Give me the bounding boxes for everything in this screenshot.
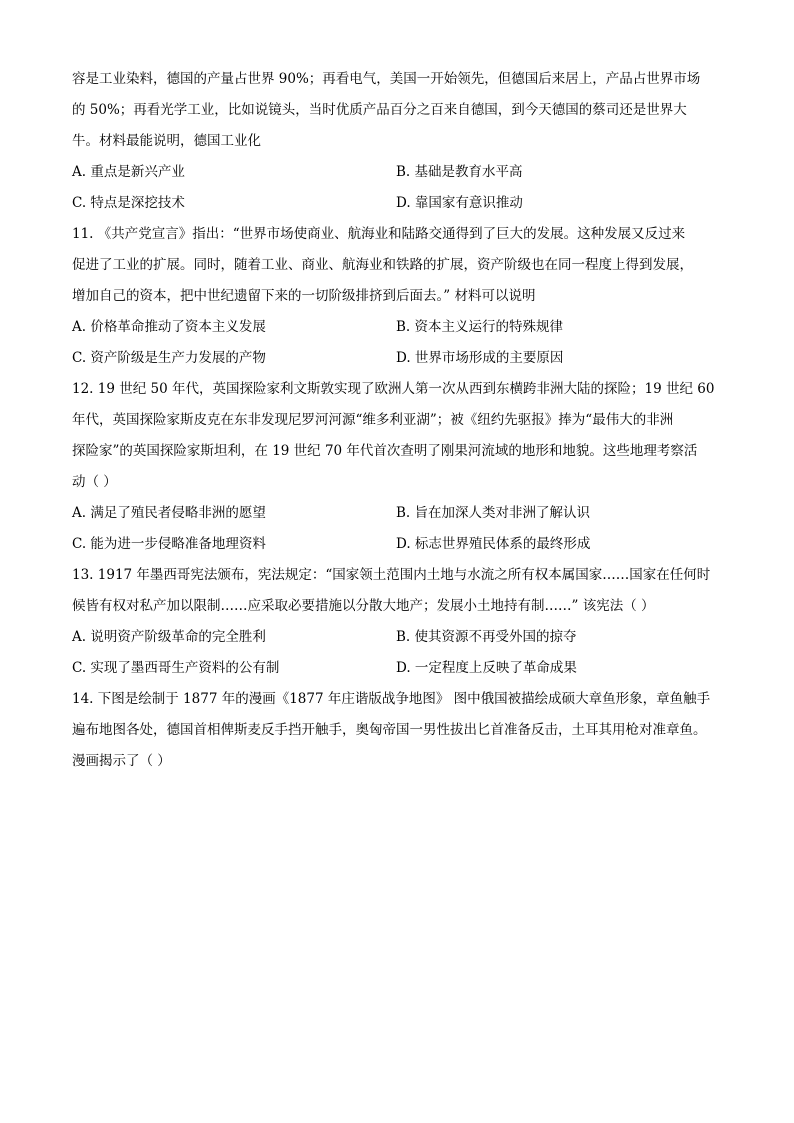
option-row xyxy=(72,622,732,653)
exam-page xyxy=(72,64,732,777)
option-row xyxy=(72,312,732,343)
option-d[interactable]: D. 一定程度上反映了革命成果 xyxy=(396,660,577,676)
question-13 xyxy=(72,560,732,684)
question-stem-line: 13. 1917 年墨西哥宪法颁布，宪法规定：“国家领土范围内土地与水流之所有权本属国家……国家在任何时 xyxy=(72,567,711,583)
option-b[interactable]: B. 使其资源不再受外国的掠夺 xyxy=(396,629,577,645)
option-b[interactable]: B. 旨在加深人类对非洲了解认识 xyxy=(396,505,591,521)
q10-options xyxy=(72,157,732,219)
option-row xyxy=(72,653,732,684)
option-a[interactable]: A. 价格革命推动了资本主义发展 xyxy=(72,319,266,335)
option-d[interactable]: D. 靠国家有意识推动 xyxy=(396,195,523,211)
option-row xyxy=(72,343,732,374)
option-a[interactable]: A. 重点是新兴产业 xyxy=(72,164,185,180)
passage-line: 容是工业染料，德国的产量占世界 90%；再看电气，美国一开始领先，但德国后来居上，产品占世界市场 xyxy=(72,71,701,87)
option-row xyxy=(72,188,732,219)
question-stem-line: 候皆有权对私产加以限制……应采取必要措施以分散大地产；发展小土地持有制……” 该宪法（ ） xyxy=(72,598,655,614)
q10-passage xyxy=(72,64,732,157)
passage-line: 牛。材料最能说明，德国工业化 xyxy=(72,133,261,149)
option-c[interactable]: C. 实现了墨西哥生产资料的公有制 xyxy=(72,660,280,676)
option-a[interactable]: A. 满足了殖民者侵略非洲的愿望 xyxy=(72,505,266,521)
question-stem-line: 促进了工业的扩展。同时，随着工业、商业、航海业和铁路的扩展，资产阶级也在同一程度上得到发展， xyxy=(72,257,693,273)
question-stem-line: 年代，英国探险家斯皮克在东非发现尼罗河河源“维多利亚湖”；被《纽约先驱报》捧为“最伟大的非洲 xyxy=(72,412,674,428)
option-c[interactable]: C. 资产阶级是生产力发展的产物 xyxy=(72,350,266,366)
option-row xyxy=(72,498,732,529)
option-b[interactable]: B. 资本主义运行的特殊规律 xyxy=(396,319,564,335)
question-stem-line: 动（ ） xyxy=(72,474,117,490)
option-row xyxy=(72,529,732,560)
question-12 xyxy=(72,374,732,560)
question-stem-line: 遍布地图各处，德国首相俾斯麦反手挡开触手，奥匈帝国一男性拔出匕首准备反击，土耳其用枪对准章鱼。 xyxy=(72,722,707,738)
passage-line: 的 50%；再看光学工业，比如说镜头，当时优质产品百分之百来自德国，到今天德国的蔡司还是世界大 xyxy=(72,102,687,118)
option-d[interactable]: D. 标志世界殖民体系的最终形成 xyxy=(396,536,591,552)
question-stem-line: 漫画揭示了（ ） xyxy=(72,753,171,769)
question-stem-line: 12. 19 世纪 50 年代，英国探险家利文斯敦实现了欧洲人第一次从西到东横跨非洲大陆的探险；19 世纪 60 xyxy=(72,381,715,397)
option-b[interactable]: B. 基础是教育水平高 xyxy=(396,164,523,180)
question-stem-line: 11. 《共产党宣言》指出：“世界市场使商业、航海业和陆路交通得到了巨大的发展。这种发展又反过来 xyxy=(72,226,686,242)
question-stem-line: 增加自己的资本，把中世纪遗留下来的一切阶级排挤到后面去。” 材料可以说明 xyxy=(72,288,536,304)
question-stem-line: 14. 下图是绘制于 1877 年的漫画《1877 年庄谐版战争地图》 图中俄国被描绘成硕大章鱼形象，章鱼触手 xyxy=(72,691,711,707)
option-a[interactable]: A. 说明资产阶级革命的完全胜利 xyxy=(72,629,266,645)
option-c[interactable]: C. 特点是深挖技术 xyxy=(72,195,185,211)
question-11 xyxy=(72,219,732,374)
option-c[interactable]: C. 能为进一步侵略准备地理资料 xyxy=(72,536,266,552)
option-d[interactable]: D. 世界市场形成的主要原因 xyxy=(396,350,564,366)
question-stem-line: 探险家”的英国探险家斯坦利，在 19 世纪 70 年代首次查明了刚果河流域的地形和地貌。这些地理考察活 xyxy=(72,443,698,459)
option-row xyxy=(72,157,732,188)
question-14 xyxy=(72,684,732,777)
